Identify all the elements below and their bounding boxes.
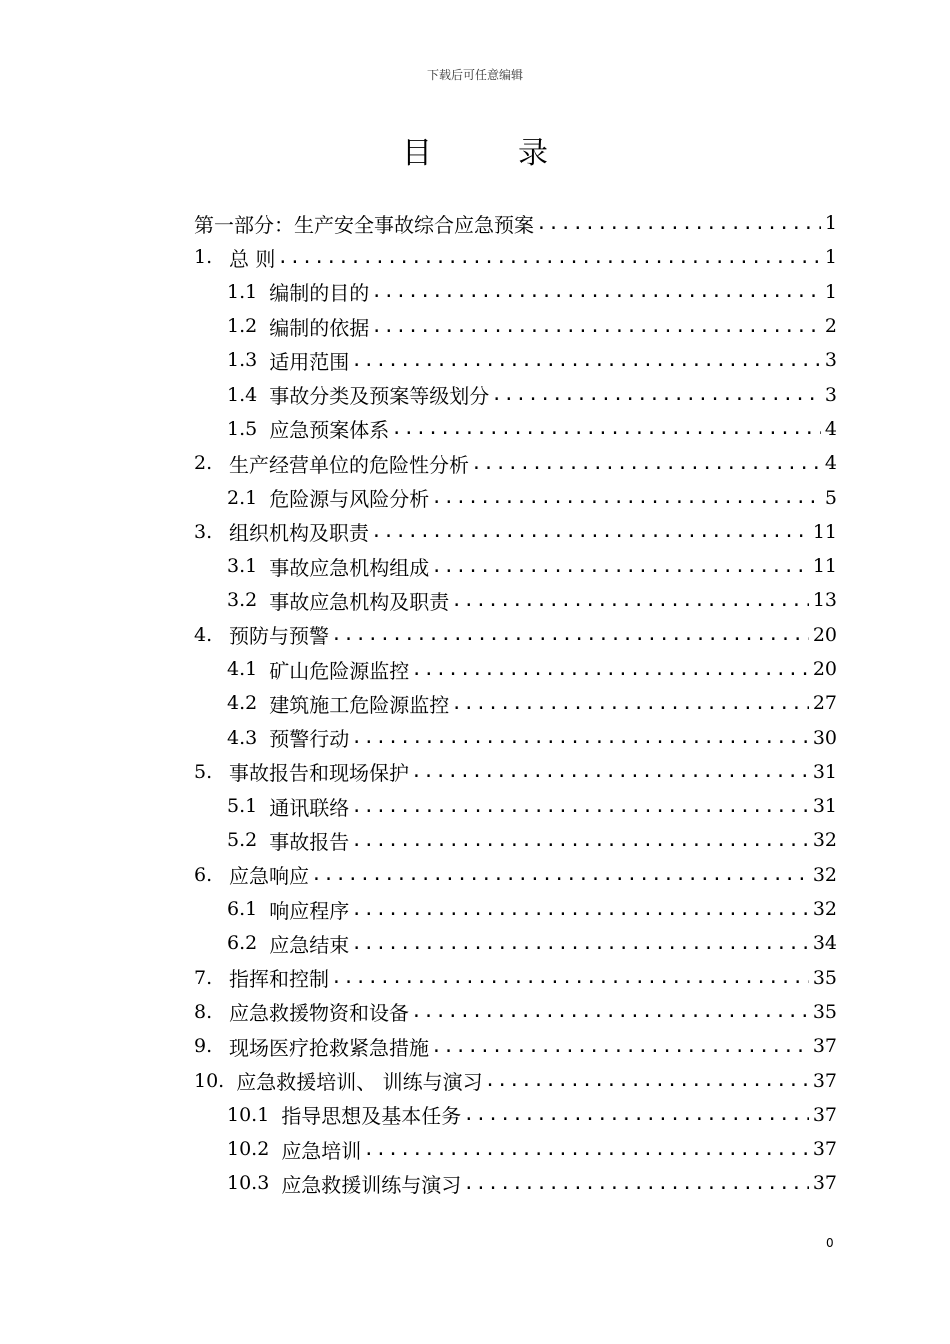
toc-entry-number: 10.3: [227, 1172, 270, 1195]
toc-entry-page: 31: [812, 760, 837, 783]
toc-entry-number: 5.1: [227, 795, 258, 818]
toc-entry[interactable]: [194, 961, 837, 995]
toc-entry-page: 1: [824, 212, 837, 235]
dot-leader: [371, 316, 821, 337]
toc-entry-number: 3.: [194, 520, 213, 543]
toc-entry-number: 1.5: [227, 417, 258, 440]
toc-entry[interactable]: [194, 1063, 837, 1097]
toc-entry[interactable]: [194, 1029, 837, 1063]
toc-entry-page: 35: [812, 966, 837, 989]
toc-entry[interactable]: [194, 652, 837, 686]
dot-leader: [351, 899, 809, 920]
dot-leader: [431, 556, 809, 577]
toc-entry[interactable]: [194, 549, 837, 583]
toc-entry-number: 1.2: [227, 315, 258, 338]
toc-entry-number: 4.1: [227, 658, 258, 680]
toc-entry-number: 10.2: [227, 1138, 270, 1161]
toc-entry[interactable]: [194, 1098, 837, 1132]
toc-entry[interactable]: [194, 686, 837, 720]
dot-leader: [351, 727, 809, 748]
toc-entry[interactable]: [194, 720, 837, 754]
toc-entry-number: 10.: [194, 1069, 225, 1092]
dot-leader: [371, 521, 809, 542]
toc-entry-title: 编制的依据: [269, 315, 370, 340]
dot-leader: [371, 281, 821, 302]
toc-entry-page: 27: [812, 692, 837, 715]
toc-entry-page: 4: [824, 452, 837, 475]
toc-entry-page: 32: [812, 829, 837, 852]
toc-entry[interactable]: [194, 858, 837, 892]
toc-entry-number: 4.: [194, 623, 213, 646]
toc-entry[interactable]: [194, 1132, 837, 1166]
dot-leader: [351, 933, 809, 954]
dot-leader: [463, 1104, 809, 1125]
toc-entry[interactable]: [194, 377, 837, 411]
toc-entry-number: 6.2: [227, 932, 258, 955]
dot-leader: [351, 350, 821, 371]
toc-entry-page: 3: [824, 383, 837, 406]
toc-entry-title: 建筑施工危险源监控: [269, 692, 450, 717]
toc-entry-title: 应急预案体系: [269, 418, 390, 443]
toc-entry-number: 4.3: [227, 726, 258, 749]
dot-leader: [536, 213, 821, 234]
toc-entry-page: 2: [824, 315, 837, 338]
toc-entry-number: 5.2: [227, 829, 258, 852]
toc-entry[interactable]: [194, 412, 837, 446]
toc-entry-title: 编制的目的: [269, 281, 370, 306]
toc-entry-title: 危险源与风险分析: [269, 487, 430, 512]
toc-entry-number: 8.: [194, 1000, 213, 1023]
dot-leader: [311, 864, 809, 885]
title-char-2: 录: [518, 136, 548, 171]
toc-entry-page: 37: [812, 1172, 837, 1195]
toc-entry-title: 响应程序: [269, 898, 350, 923]
dot-leader: [351, 830, 809, 851]
toc-entry-page: 20: [812, 658, 837, 680]
toc-entry-title: 预警行动: [269, 727, 350, 752]
toc-entry-page: 1: [824, 246, 837, 269]
toc-entry[interactable]: [194, 480, 837, 514]
dot-leader: [351, 796, 809, 817]
toc-entry-number: 3.2: [227, 589, 258, 612]
toc-entry-title: 适用范围: [269, 349, 350, 374]
dot-leader: [411, 761, 809, 782]
toc-entry-page: 32: [812, 898, 837, 921]
toc-entry-number: 2.: [194, 452, 213, 475]
toc-entry[interactable]: [194, 995, 837, 1029]
toc-entry[interactable]: [194, 240, 837, 274]
dot-leader: [391, 418, 821, 439]
toc-entry-title: 第一部分：生产安全事故综合应急预案: [194, 212, 534, 237]
dot-leader: [431, 487, 821, 508]
toc-entry[interactable]: [194, 275, 837, 309]
toc-entry-number: 9.: [194, 1035, 213, 1058]
dot-leader: [485, 1070, 809, 1091]
page-number: 0: [826, 1236, 834, 1250]
dot-leader: [491, 384, 821, 405]
toc-entry-title: 事故分类及预案等级划分: [269, 384, 490, 409]
toc-entry-page: 4: [824, 417, 837, 440]
toc-entry[interactable]: [194, 892, 837, 926]
toc-entry-number: 6.1: [227, 898, 258, 921]
title-char-1: 目: [402, 136, 432, 171]
toc-entry-page: 11: [812, 555, 837, 578]
toc-entry-number: 2.1: [227, 486, 258, 509]
toc-entry-page: 1: [824, 280, 837, 303]
toc-entry-number: 7.: [194, 966, 213, 989]
toc-title: [0, 128, 950, 172]
dot-leader: [363, 1139, 809, 1160]
toc-entry-title: 应急培训: [281, 1138, 362, 1163]
toc-entry-title: 事故报告: [269, 829, 350, 854]
toc-entry-page: 3: [824, 349, 837, 372]
toc-entry-title: 指挥和控制: [229, 967, 329, 992]
dot-leader: [451, 693, 809, 714]
toc-entry-title: 生产经营单位的危险性分析: [229, 452, 469, 477]
toc-entry-page: 32: [812, 863, 837, 886]
toc-entry-title: 应急救援训练与演习: [281, 1172, 462, 1197]
table-of-contents: [194, 206, 837, 1201]
dot-leader: [411, 659, 809, 680]
dot-leader: [277, 247, 821, 268]
dot-leader: [411, 1001, 809, 1022]
toc-entry-page: 37: [812, 1069, 837, 1092]
toc-entry-number: 1.1: [227, 280, 258, 303]
dot-leader: [451, 590, 809, 611]
toc-entry-page: 31: [812, 795, 837, 818]
toc-entry[interactable]: [194, 206, 837, 240]
dot-leader: [331, 624, 809, 645]
toc-entry-page: 20: [812, 623, 837, 646]
toc-entry[interactable]: [194, 755, 837, 789]
toc-entry[interactable]: [194, 343, 837, 377]
toc-entry-page: 30: [812, 726, 837, 749]
toc-entry-page: 35: [812, 1000, 837, 1023]
toc-entry-title: 现场医疗抢救紧急措施: [229, 1035, 429, 1060]
toc-entry-title: 应急响应: [229, 864, 309, 889]
toc-entry[interactable]: [194, 789, 837, 823]
toc-entry[interactable]: [194, 309, 837, 343]
toc-entry-number: 5.: [194, 760, 213, 783]
toc-entry-page: 11: [812, 520, 837, 543]
toc-entry-page: 13: [812, 589, 837, 612]
toc-entry-title: 矿山危险源监控: [269, 658, 410, 683]
toc-entry-number: 3.1: [227, 555, 258, 578]
toc-entry-number: 6.: [194, 863, 213, 886]
toc-entry-page: 5: [824, 486, 837, 509]
toc-entry[interactable]: [194, 618, 837, 652]
toc-entry[interactable]: [194, 926, 837, 960]
toc-entry-title: 预防与预警: [229, 624, 329, 649]
toc-entry-title: 事故应急机构及职责: [269, 589, 450, 614]
toc-entry-title: 通讯联络: [269, 795, 350, 820]
toc-entry-page: 34: [812, 932, 837, 955]
toc-entry[interactable]: [194, 583, 837, 617]
toc-entry-page: 37: [812, 1138, 837, 1161]
dot-leader: [471, 453, 821, 474]
toc-entry-title: 总 则: [229, 246, 276, 271]
toc-entry-title: 事故报告和现场保护: [229, 761, 409, 786]
toc-entry-number: 1.4: [227, 383, 258, 406]
toc-entry-page: 37: [812, 1035, 837, 1058]
toc-entry[interactable]: [194, 446, 837, 480]
dot-leader: [331, 967, 809, 988]
toc-entry-number: 10.1: [227, 1103, 270, 1126]
page-header: 下载后可任意编辑: [426, 68, 523, 82]
toc-entry-title: 应急救援物资和设备: [229, 1001, 409, 1026]
dot-leader: [463, 1173, 809, 1194]
toc-entry[interactable]: [194, 1166, 837, 1200]
toc-entry-title: 组织机构及职责: [229, 521, 369, 546]
toc-entry[interactable]: [194, 515, 837, 549]
toc-entry-number: 1.: [194, 246, 213, 269]
toc-entry[interactable]: [194, 823, 837, 857]
toc-entry-page: 37: [812, 1103, 837, 1126]
toc-entry-number: 1.3: [227, 349, 258, 372]
toc-entry-title: 事故应急机构组成: [269, 555, 430, 580]
dot-leader: [431, 1036, 809, 1057]
toc-entry-number: 4.2: [227, 692, 258, 715]
toc-entry-title: 应急救援培训、 训练与演习: [236, 1070, 483, 1095]
toc-entry-title: 指导思想及基本任务: [281, 1104, 462, 1129]
toc-entry-title: 应急结束: [269, 932, 350, 957]
